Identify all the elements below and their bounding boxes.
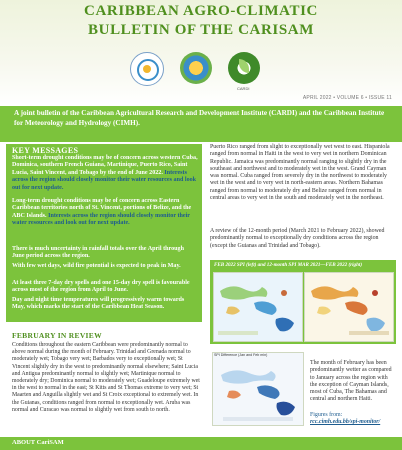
cimh-logo	[130, 52, 164, 86]
key-message-5: At least three 7-day dry spells and one 15-day dry spell is favourable across most of the region from April to June.	[12, 280, 190, 294]
bulletin-title-line2: BULLETIN OF THE CARISAM	[88, 22, 314, 38]
spi-12-month-map	[304, 272, 394, 342]
about-heading: ABOUT CariSAM	[12, 439, 64, 446]
february-review-text: Conditions throughout the eastern Caribbean were predominantly normal to above normal during the month of February. Trinidad and Grenada normal to moderately wet; Tobago very wet; Barbados very to exceptionally wet; St Vincent slightly dry in the west to predominantly normal elsewhere; Saint Lucia and Antigua predominantly normal to slightly wet; Martinique normal to moderately dry; Dominica normal to moderately wet; Guadeloupe extremely wet in the west to normal in the east; St Kitts and St Thomas extreme to very wet; St Maarten and Anguilla slightly wet and St Croix exceptional to extremely wet. In the Guianas, conditions ranged from normal to exceptionally wet. Aruba was normal and Curacao was normal to slightly wet from south to north.	[12, 342, 200, 413]
key-message-1-main: Short-term drought conditions may be of concern across western Cuba, Dominica, southern French Guiana, Martinique, Puerto Rico, Saint Lucia, Saint Vincent, and Tobago by the end of June 2022.	[12, 155, 198, 176]
spi-difference-text: The month of February has been predominantly wetter as compared to January across the region with the exception of Cayman Islands, most of Cuba, The Bahamas and central and northern Haiti.	[310, 360, 392, 403]
right-column-text-2: A review of the 12-month period (March 2021 to February 2022), showed predominantly normal to exceptionally dry conditions across the region (except the Guianas and Trinidad and Tobago).	[210, 228, 385, 249]
key-message-1-highlight: Interests across the region should closely monitor their water resources and look out for next update.	[12, 169, 197, 191]
right-column-text-1: Puerto Rico ranged from slight to exceptionally wet west to east. Hispaniola ranged from normal in Haiti in the west to very wet in northern Dominican Republic. Jamaica was predominantly normal ranging to slightly dry in the southeast and northwest and to moderately wet in the west. Grand Cayman was normal. Cuba ranged from severely dry in the northwest to moderately wet in the west and to very wet in north-eastern areas. Northern Bahamas ranged from normal to moderately dry and Belize ranged from normal in central areas to very wet in the south and moderately wet in the northeast.	[210, 144, 390, 202]
key-message-2	[12, 198, 198, 228]
spi-difference-map-title: SPI Difference (Jan and Feb min)	[214, 353, 268, 357]
carisam-logo	[180, 52, 212, 84]
key-message-6: Day and night time temperatures will progressively warm towards May, which marks the start of the Caribbean Heat Season.	[12, 297, 185, 311]
key-message-1	[12, 155, 198, 192]
spi-difference-map	[212, 352, 304, 426]
cardi-logo-caption: CARDI	[237, 86, 250, 91]
figures-source-prefix: Figures from:	[310, 412, 343, 418]
spi-feb-map	[213, 272, 303, 342]
key-message-3: There is much uncertainty in rainfall totals over the April through June period across the region.	[12, 246, 184, 260]
spi-maps-caption: FEB 2022 SPI (left) and 12-month SPI MAR 2021—FEB 2022 (right)	[214, 262, 363, 268]
key-message-4: With few wet days, wild fire potential is expected to peak in May.	[12, 263, 181, 269]
intro-text: A joint bulletin of the Caribbean Agricultural Research and Development Institute (CARDI) and the Caribbean Institute for Meteorology and Hydrology (CIMH).	[14, 109, 385, 127]
figures-source-link[interactable]: rcc.cimh.edu.bb/spi-monitor/	[310, 419, 381, 426]
february-review-heading: FEBRUARY IN REVIEW	[12, 331, 102, 340]
key-messages-heading: KEY MESSAGES	[12, 146, 79, 155]
figures-source	[310, 412, 396, 427]
issue-dateline: APRIL 2022 • VOLUME 6 • ISSUE 11	[302, 95, 392, 101]
key-message-2-main: Long-term drought conditions may be of concern across Eastern Caribbean territories north of St. Vincent, portions of Belize, and the ABC Islands.	[12, 198, 192, 219]
cardi-logo	[228, 52, 260, 84]
bulletin-title-line1: CARIBBEAN AGRO-CLIMATIC	[84, 3, 318, 19]
key-message-2-highlight: Interests across the region should closely monitor their water resources and look out for next update.	[12, 212, 190, 227]
